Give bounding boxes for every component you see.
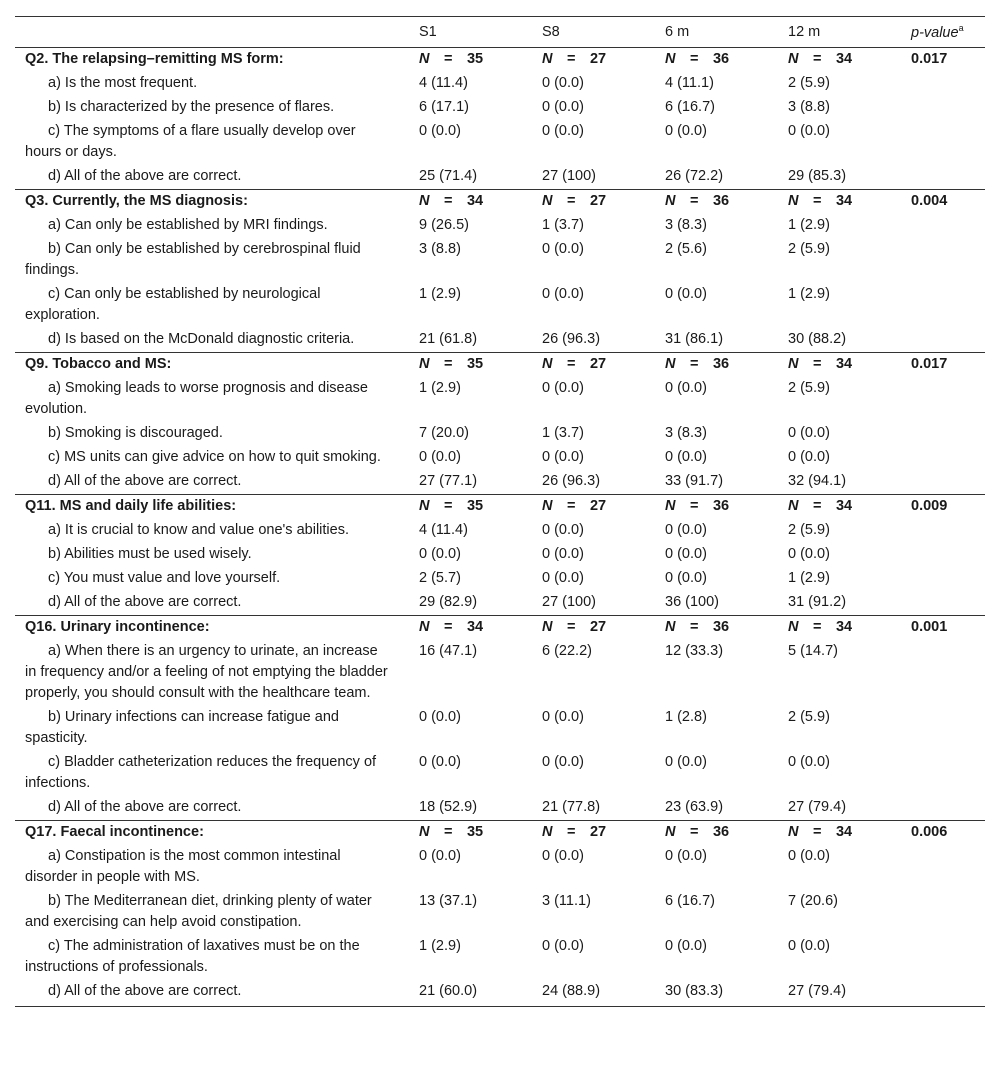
answer-row xyxy=(15,591,985,616)
answer-count: 3 (8.3) xyxy=(665,217,707,233)
sample-size-cell xyxy=(665,353,788,378)
question-title: Q16. Urinary incontinence: xyxy=(15,616,419,641)
answer-option-cell xyxy=(15,591,419,616)
answer-option-cell xyxy=(15,751,419,796)
sample-size: N = 36 xyxy=(665,498,730,514)
answer-count: 16 (47.1) xyxy=(419,643,478,659)
sample-size-cell xyxy=(542,821,665,846)
answer-row xyxy=(15,214,985,238)
answer-count: 0 (0.0) xyxy=(665,848,707,864)
answer-option-text: b) Can only be established by cerebrospinal fluid findings. xyxy=(25,241,361,278)
answer-option-cell xyxy=(15,796,419,821)
empty-cell xyxy=(911,890,985,935)
answer-count: 2 (5.9) xyxy=(788,522,830,538)
sample-size-cell xyxy=(788,821,911,846)
sample-size-value: 34 xyxy=(835,498,853,514)
sample-size: N = 34 xyxy=(788,193,853,209)
answer-count: 0 (0.0) xyxy=(542,241,584,257)
answer-count: 5 (14.7) xyxy=(788,643,838,659)
question-title: Q11. MS and daily life abilities: xyxy=(15,495,419,520)
answer-option-cell xyxy=(15,543,419,567)
answer-option-cell xyxy=(15,238,419,283)
sample-size-value: 35 xyxy=(466,498,484,514)
answer-row xyxy=(15,519,985,543)
sample-size-cell xyxy=(419,495,542,520)
answer-count: 0 (0.0) xyxy=(542,380,584,396)
answer-row xyxy=(15,120,985,165)
answer-count: 0 (0.0) xyxy=(419,449,461,465)
sample-size-cell xyxy=(542,495,665,520)
answer-count: 0 (0.0) xyxy=(542,286,584,302)
answer-count: 2 (5.6) xyxy=(665,241,707,257)
sample-size-value: 35 xyxy=(466,51,484,67)
answer-row xyxy=(15,238,985,283)
answer-row xyxy=(15,165,985,190)
answer-option-text: a) Is the most frequent. xyxy=(48,75,198,91)
empty-cell xyxy=(911,567,985,591)
answer-count: 3 (8.8) xyxy=(788,99,830,115)
question-row xyxy=(15,190,985,215)
answer-count: 27 (77.1) xyxy=(419,473,478,489)
answer-count: 0 (0.0) xyxy=(788,425,830,441)
empty-cell xyxy=(911,845,985,890)
answer-count: 30 (83.3) xyxy=(665,980,788,1007)
answer-count: 0 (0.0) xyxy=(788,938,830,954)
p-value: 0.017 xyxy=(911,353,985,378)
sample-size: N = 34 xyxy=(788,51,853,67)
answer-option-cell xyxy=(15,446,419,470)
answer-option-cell xyxy=(15,706,419,751)
sample-size-cell xyxy=(788,190,911,215)
sample-size-cell xyxy=(665,616,788,641)
pvalue-label: p-value xyxy=(911,25,959,41)
sample-size: N = 27 xyxy=(542,619,607,635)
answer-count: 2 (5.9) xyxy=(788,75,830,91)
answer-count: 27 (79.4) xyxy=(788,799,847,815)
answer-count: 0 (0.0) xyxy=(665,570,707,586)
answer-option-text: d) Is based on the McDonald diagnostic criteria. xyxy=(48,331,355,347)
answer-count: 0 (0.0) xyxy=(542,522,584,538)
empty-cell xyxy=(911,238,985,283)
answer-row xyxy=(15,96,985,120)
answer-row xyxy=(15,706,985,751)
answer-option-text: b) Is characterized by the presence of flares. xyxy=(48,99,335,115)
answer-count: 36 (100) xyxy=(665,594,720,610)
answer-option-cell xyxy=(15,640,419,706)
results-table xyxy=(15,16,985,1007)
answer-option-text: c) You must value and love yourself. xyxy=(48,570,281,586)
answer-count: 0 (0.0) xyxy=(665,938,707,954)
p-value: 0.004 xyxy=(911,190,985,215)
answer-count: 0 (0.0) xyxy=(542,546,584,562)
sample-size-cell xyxy=(665,495,788,520)
answer-row xyxy=(15,751,985,796)
sample-size-cell xyxy=(788,353,911,378)
empty-cell xyxy=(911,446,985,470)
empty-cell xyxy=(911,796,985,821)
sample-size-value: 27 xyxy=(589,498,607,514)
answer-option-text: b) Abilities must be used wisely. xyxy=(48,546,252,562)
answer-option-cell xyxy=(15,519,419,543)
sample-size-value: 36 xyxy=(712,824,730,840)
sample-size: N = 36 xyxy=(665,51,730,67)
answer-count: 6 (16.7) xyxy=(665,893,715,909)
answer-option-cell xyxy=(15,980,419,1007)
sample-size: N = 27 xyxy=(542,193,607,209)
answer-count: 33 (91.7) xyxy=(665,473,724,489)
answer-count: 0 (0.0) xyxy=(419,123,461,139)
empty-cell xyxy=(911,543,985,567)
question-title: Q17. Faecal incontinence: xyxy=(15,821,419,846)
answer-count: 0 (0.0) xyxy=(665,286,707,302)
sample-size: N = 34 xyxy=(419,193,484,209)
answer-count: 1 (2.9) xyxy=(788,217,830,233)
answer-option-cell xyxy=(15,96,419,120)
question-row xyxy=(15,616,985,641)
empty-cell xyxy=(911,422,985,446)
answer-count: 3 (11.1) xyxy=(542,893,591,909)
answer-option-text: d) All of the above are correct. xyxy=(48,983,242,999)
p-value: 0.017 xyxy=(911,51,948,67)
empty-cell xyxy=(911,283,985,328)
answer-count: 0 (0.0) xyxy=(542,123,584,139)
sample-size-value: 34 xyxy=(835,193,853,209)
empty-cell xyxy=(911,214,985,238)
sample-size-cell xyxy=(788,616,911,641)
answer-count: 26 (96.3) xyxy=(542,473,601,489)
answer-row xyxy=(15,283,985,328)
sample-size: N = 27 xyxy=(542,51,607,67)
answer-row xyxy=(15,72,985,96)
answer-count: 0 (0.0) xyxy=(788,848,830,864)
sample-size-value: 34 xyxy=(835,619,853,635)
answer-count: 1 (3.7) xyxy=(542,217,584,233)
answer-option-text: c) Bladder catheterization reduces the frequency of infections. xyxy=(25,754,377,791)
answer-count: 0 (0.0) xyxy=(665,449,707,465)
answer-count: 29 (85.3) xyxy=(788,168,847,184)
answer-count: 1 (2.9) xyxy=(419,286,461,302)
sample-size-value: 36 xyxy=(712,193,730,209)
answer-count: 13 (37.1) xyxy=(419,893,478,909)
answer-option-cell xyxy=(15,935,419,980)
answer-option-cell xyxy=(15,890,419,935)
answer-count: 0 (0.0) xyxy=(788,546,830,562)
empty-cell xyxy=(911,120,985,165)
answer-count: 0 (0.0) xyxy=(788,123,830,139)
sample-size-value: 36 xyxy=(712,619,730,635)
empty-cell xyxy=(911,935,985,980)
answer-count: 0 (0.0) xyxy=(419,848,461,864)
sample-size-value: 36 xyxy=(712,498,730,514)
empty-cell xyxy=(911,377,985,422)
question-title: Q2. The relapsing–remitting MS form: xyxy=(25,51,284,67)
answer-count: 0 (0.0) xyxy=(542,75,584,91)
sample-size-cell xyxy=(542,353,665,378)
sample-size-value: 27 xyxy=(589,356,607,372)
answer-count: 0 (0.0) xyxy=(419,546,461,562)
question-row xyxy=(15,821,985,846)
sample-size: N = 35 xyxy=(419,51,484,67)
sample-size: N = 27 xyxy=(542,356,607,372)
sample-size-cell xyxy=(542,48,665,73)
answer-count: 18 (52.9) xyxy=(419,799,478,815)
answer-count: 0 (0.0) xyxy=(788,754,830,770)
answer-row xyxy=(15,935,985,980)
answer-count: 9 (26.5) xyxy=(419,217,469,233)
answer-option-cell xyxy=(15,214,419,238)
answer-count: 0 (0.0) xyxy=(665,380,707,396)
answer-option-text: d) All of the above are correct. xyxy=(48,799,242,815)
answer-count: 2 (5.9) xyxy=(788,380,830,396)
answer-row xyxy=(15,543,985,567)
sample-size: N = 34 xyxy=(788,824,853,840)
answer-count: 0 (0.0) xyxy=(542,848,584,864)
sample-size: N = 34 xyxy=(788,498,853,514)
sample-size-value: 34 xyxy=(466,619,484,635)
answer-count: 6 (22.2) xyxy=(542,643,592,659)
sample-size: N = 34 xyxy=(788,356,853,372)
answer-count: 1 (2.9) xyxy=(419,380,461,396)
answer-count: 6 (16.7) xyxy=(665,99,715,115)
answer-row xyxy=(15,328,985,353)
answer-count: 0 (0.0) xyxy=(665,754,707,770)
answer-option-cell xyxy=(15,165,419,190)
answer-count: 27 (79.4) xyxy=(788,980,911,1007)
sample-size-cell xyxy=(542,190,665,215)
answer-count: 1 (2.9) xyxy=(788,286,830,302)
header-s8: S8 xyxy=(542,17,665,48)
answer-option-cell xyxy=(15,567,419,591)
empty-cell xyxy=(911,328,985,353)
sample-size: N = 35 xyxy=(419,498,484,514)
answer-option-text: a) Smoking leads to worse prognosis and disease evolution. xyxy=(25,380,368,417)
answer-row xyxy=(15,470,985,495)
empty-cell xyxy=(911,980,985,1007)
p-value: 0.006 xyxy=(911,821,985,846)
answer-option-text: c) The symptoms of a flare usually develop over hours or days. xyxy=(25,123,356,160)
answer-option-text: a) Can only be established by MRI findings. xyxy=(48,217,328,233)
header-s1: S1 xyxy=(419,17,542,48)
answer-count: 25 (71.4) xyxy=(419,168,478,184)
answer-count: 26 (96.3) xyxy=(542,331,601,347)
answer-option-cell xyxy=(15,120,419,165)
sample-size-value: 36 xyxy=(712,356,730,372)
answer-count: 2 (5.7) xyxy=(419,570,461,586)
answer-option-text: d) All of the above are correct. xyxy=(48,594,242,610)
answer-count: 7 (20.6) xyxy=(788,893,838,909)
answer-option-text: c) MS units can give advice on how to quit smoking. xyxy=(48,449,381,465)
empty-cell xyxy=(911,591,985,616)
answer-count: 21 (60.0) xyxy=(419,980,542,1007)
p-value: 0.009 xyxy=(911,495,985,520)
answer-option-text: b) The Mediterranean diet, drinking plenty of water and exercising can help avoid constipation. xyxy=(25,893,372,930)
sample-size-cell xyxy=(419,821,542,846)
question-row xyxy=(15,353,985,378)
empty-cell xyxy=(911,72,985,96)
sample-size: N = 34 xyxy=(419,619,484,635)
answer-row xyxy=(15,640,985,706)
sample-size-cell xyxy=(419,190,542,215)
answer-count: 0 (0.0) xyxy=(665,522,707,538)
pvalue-footnote-mark: a xyxy=(958,23,964,33)
answer-count: 0 (0.0) xyxy=(542,570,584,586)
sample-size: N = 34 xyxy=(788,619,853,635)
answer-option-text: c) Can only be established by neurological exploration. xyxy=(25,286,321,323)
answer-count: 0 (0.0) xyxy=(542,449,584,465)
answer-count: 29 (82.9) xyxy=(419,594,478,610)
answer-count: 0 (0.0) xyxy=(542,938,584,954)
answer-option-cell xyxy=(15,283,419,328)
answer-count: 31 (91.2) xyxy=(788,594,847,610)
answer-option-text: d) All of the above are correct. xyxy=(48,473,242,489)
answer-count: 2 (5.9) xyxy=(788,709,830,725)
empty-cell xyxy=(911,165,985,190)
table-header xyxy=(15,17,985,48)
sample-size-cell xyxy=(419,616,542,641)
answer-count: 21 (77.8) xyxy=(542,799,601,815)
answer-row xyxy=(15,446,985,470)
answer-count: 7 (20.0) xyxy=(419,425,469,441)
sample-size-value: 27 xyxy=(589,51,607,67)
sample-size: N = 36 xyxy=(665,824,730,840)
answer-option-text: b) Smoking is discouraged. xyxy=(48,425,223,441)
answer-count: 1 (2.8) xyxy=(665,709,707,725)
empty-cell xyxy=(911,519,985,543)
question-row xyxy=(15,495,985,520)
sample-size: N = 27 xyxy=(542,498,607,514)
answer-count: 0 (0.0) xyxy=(542,754,584,770)
answer-count: 26 (72.2) xyxy=(665,168,724,184)
empty-cell xyxy=(911,640,985,706)
sample-size-cell xyxy=(665,48,788,73)
answer-option-text: a) It is crucial to know and value one's abilities. xyxy=(48,522,349,538)
sample-size: N = 35 xyxy=(419,356,484,372)
answer-count: 3 (8.3) xyxy=(665,425,707,441)
answer-count: 27 (100) xyxy=(542,594,597,610)
sample-size: N = 35 xyxy=(419,824,484,840)
answer-row xyxy=(15,845,985,890)
sample-size-cell xyxy=(419,353,542,378)
header-12m: 12 m xyxy=(788,17,911,48)
answer-count: 4 (11.1) xyxy=(665,75,714,91)
answer-count: 0 (0.0) xyxy=(788,449,830,465)
answer-count: 0 (0.0) xyxy=(419,754,461,770)
answer-count: 31 (86.1) xyxy=(665,331,724,347)
answer-row xyxy=(15,377,985,422)
sample-size: N = 27 xyxy=(542,824,607,840)
answer-count: 0 (0.0) xyxy=(665,546,707,562)
question-title: Q9. Tobacco and MS: xyxy=(15,353,419,378)
answer-count: 6 (17.1) xyxy=(419,99,469,115)
answer-count: 4 (11.4) xyxy=(419,75,468,91)
sample-size-value: 34 xyxy=(466,193,484,209)
answer-count: 4 (11.4) xyxy=(419,522,468,538)
answer-count: 32 (94.1) xyxy=(788,473,847,489)
answer-option-cell xyxy=(15,377,419,422)
header-6m: 6 m xyxy=(665,17,788,48)
answer-option-cell xyxy=(15,72,419,96)
sample-size-cell xyxy=(788,495,911,520)
sample-size-cell xyxy=(542,616,665,641)
answer-count: 21 (61.8) xyxy=(419,331,478,347)
answer-count: 1 (3.7) xyxy=(542,425,584,441)
answer-count: 12 (33.3) xyxy=(665,643,724,659)
question-title: Q3. Currently, the MS diagnosis: xyxy=(15,190,419,215)
sample-size-cell xyxy=(788,48,911,73)
header-pvalue xyxy=(911,17,985,48)
sample-size-value: 34 xyxy=(835,51,853,67)
answer-option-cell xyxy=(15,845,419,890)
sample-size-value: 27 xyxy=(589,619,607,635)
sample-size-value: 36 xyxy=(712,51,730,67)
table-body xyxy=(15,48,985,1007)
sample-size-cell xyxy=(419,48,542,73)
answer-row xyxy=(15,890,985,935)
sample-size: N = 36 xyxy=(665,193,730,209)
answer-count: 23 (63.9) xyxy=(665,799,724,815)
sample-size-value: 34 xyxy=(835,356,853,372)
empty-cell xyxy=(911,96,985,120)
answer-count: 27 (100) xyxy=(542,168,597,184)
answer-option-text: a) When there is an urgency to urinate, an increase in frequency and/or a feeling of not emptying the bladder properly, you should consult with the healthcare team. xyxy=(25,643,388,701)
answer-row xyxy=(15,980,985,1007)
answer-count: 0 (0.0) xyxy=(542,709,584,725)
answer-count: 0 (0.0) xyxy=(542,99,584,115)
answer-option-cell xyxy=(15,328,419,353)
answer-count: 0 (0.0) xyxy=(665,123,707,139)
answer-option-text: b) Urinary infections can increase fatigue and spasticity. xyxy=(25,709,339,746)
sample-size: N = 36 xyxy=(665,356,730,372)
sample-size-value: 35 xyxy=(466,356,484,372)
answer-count: 0 (0.0) xyxy=(419,709,461,725)
answer-option-text: d) All of the above are correct. xyxy=(48,168,242,184)
answer-count: 1 (2.9) xyxy=(419,938,461,954)
answer-row xyxy=(15,796,985,821)
answer-option-cell xyxy=(15,470,419,495)
empty-cell xyxy=(911,706,985,751)
answer-option-text: a) Constipation is the most common intestinal disorder in people with MS. xyxy=(25,848,341,885)
answer-count: 3 (8.8) xyxy=(419,241,461,257)
answer-count: 2 (5.9) xyxy=(788,241,830,257)
empty-cell xyxy=(911,470,985,495)
answer-option-text: c) The administration of laxatives must be on the instructions of professionals. xyxy=(25,938,360,975)
sample-size: N = 36 xyxy=(665,619,730,635)
answer-row xyxy=(15,422,985,446)
answer-row xyxy=(15,567,985,591)
question-row xyxy=(15,48,985,73)
sample-size-value: 34 xyxy=(835,824,853,840)
sample-size-cell xyxy=(665,821,788,846)
answer-count: 30 (88.2) xyxy=(788,331,847,347)
answer-count: 1 (2.9) xyxy=(788,570,830,586)
sample-size-value: 27 xyxy=(589,193,607,209)
answer-count: 24 (88.9) xyxy=(542,980,665,1007)
header-blank xyxy=(15,17,419,48)
p-value: 0.001 xyxy=(911,616,985,641)
sample-size-value: 27 xyxy=(589,824,607,840)
answer-option-cell xyxy=(15,422,419,446)
sample-size-value: 35 xyxy=(466,824,484,840)
sample-size-cell xyxy=(665,190,788,215)
empty-cell xyxy=(911,751,985,796)
